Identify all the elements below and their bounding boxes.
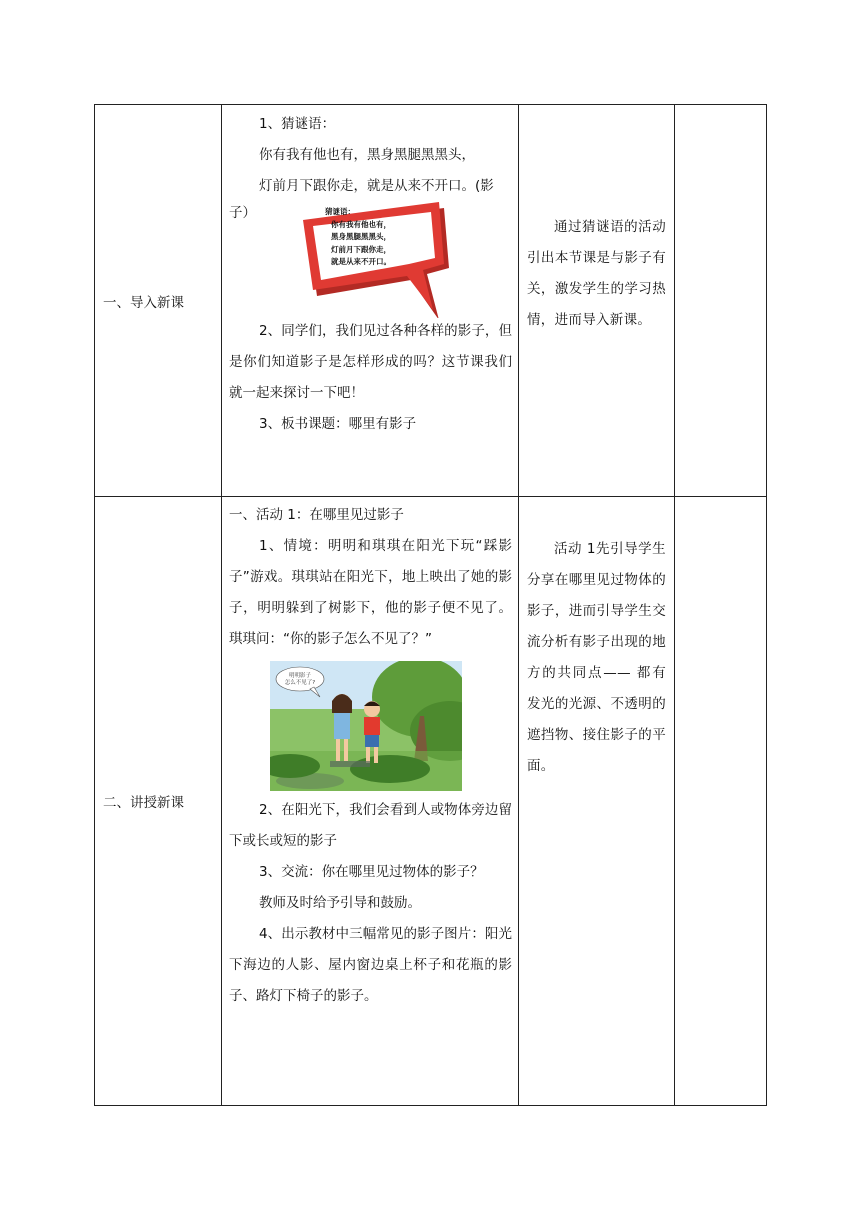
empty-cell [675,497,767,1106]
riddle-title: 猜谜语： [325,207,355,216]
stage-label: 一、导入新课 [103,294,184,311]
riddle-line: 你有我有他也有， [331,219,391,229]
stage-cell [95,497,222,1106]
content-line: 1、猜谜语： [259,116,336,132]
content-line: 2、在阳光下，我们会看到人或物体旁边留下或长或短的影子 [229,802,512,849]
content-line: 教师及时给予引导和鼓励。 [259,895,421,911]
riddle-text [325,206,391,269]
content-line: 2、同学们，我们见过各种各样的影子，但是你们知道影子是怎样形成的吗？这节课我们就一起来探讨一下吧！ [229,323,512,401]
intent-text: 通过猜谜语的活动引出本节课是与影子有关，激发学生的学习热情，进而导入新课。 [527,219,666,328]
riddle-line: 黑身黑腿黑黑头， [331,232,391,241]
intent-cell [519,105,675,497]
content-line: 一、活动 1：在哪里见过影子 [229,507,404,523]
intent-cell [519,497,675,1106]
intent-text: 活动 1先引导学生分享在哪里见过物体的影子，进而引导学生交流分析有影子出现的地方的共同点—— 都有发光的光源、不透明的遮挡物、接住影子的平面。 [527,541,666,774]
content-line: 4、出示教材中三幅常见的影子图片：阳光下海边的人影、屋内窗边桌上杯子和花瓶的影子、路灯下椅子的影子。 [229,926,512,1004]
speech-line: 怎么不见了? [284,680,316,686]
children-shadow-illustration [270,661,462,791]
content-line: 你有我有他也有，黑身黑腿黑黑头， [259,147,475,163]
stage-cell [95,105,222,497]
riddle-figure [229,198,512,282]
table-row [95,105,767,497]
content-line: 1、情境：明明和琪琪在阳光下玩“踩影子”游戏。琪琪站在阳光下，地上映出了她的影子，明明躲到了树影下，他的影子便不见了。琪琪问：“你的影子怎么不见了？” [229,538,512,647]
riddle-line: 就是从来不开口。 [331,257,391,266]
content-line: 子） [229,205,256,221]
empty-cell [675,105,767,497]
content-line: 灯前月下跟你走，就是从来不开口。(影 [259,178,494,194]
content-cell [222,497,519,1106]
table-row [95,497,767,1106]
content-line: 3、交流：你在哪里见过物体的影子？ [259,864,484,880]
lesson-plan-table [94,104,767,1106]
content-line: 3、板书课题：哪里有影子 [259,416,417,432]
riddle-line: 灯前月下跟你走， [331,244,391,254]
speech-line: 明明影子 [288,673,312,679]
content-cell [222,105,519,497]
stage-label: 二、讲授新课 [103,795,184,811]
